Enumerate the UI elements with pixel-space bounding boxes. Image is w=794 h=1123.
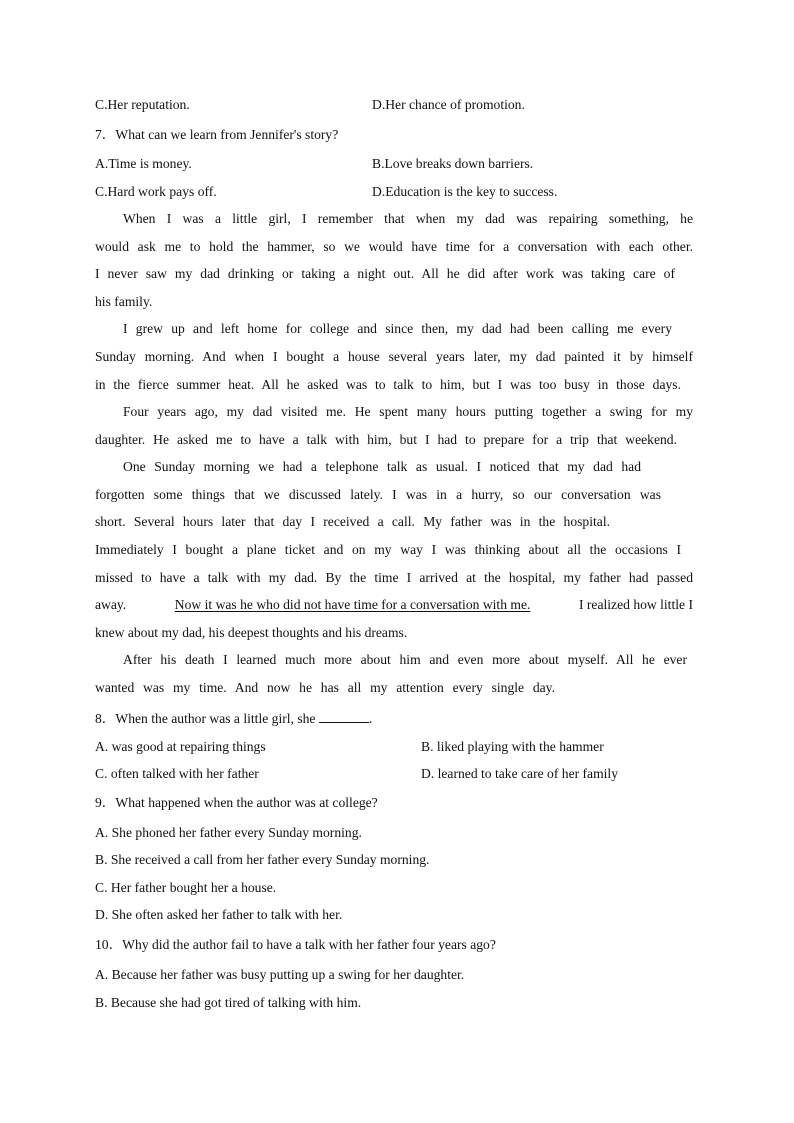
q8-stem-end: .	[368, 711, 373, 726]
q8-stem-line	[95, 710, 372, 726]
passage-p4-line6-end: I realized how little I	[578, 597, 693, 612]
passage-p2-line3: in the fierce summer heat. All he asked was to talk to him, but I was too busy in those days.	[95, 377, 681, 392]
passage-p5-line2: wanted was my time. And now he has all my attention every single day.	[95, 680, 555, 695]
passage-p5-line1: After his death I learned much more about him and even more about myself. All he ever	[123, 652, 687, 667]
passage-p3-line2: daughter. He asked me to have a talk with him, but I had to prepare for a trip that weekend.	[95, 432, 677, 447]
q8-option-d: D. learned to take care of her family	[421, 766, 619, 781]
passage-p1-line4: his family.	[95, 294, 153, 309]
q10-option-a: A. Because her father was busy putting up a swing for her daughter.	[95, 967, 465, 982]
passage-p3-line1: Four years ago, my dad visited me. He spent many hours putting together a swing for my	[123, 404, 693, 419]
q8-answer-blank	[319, 710, 369, 723]
q8-option-b: B. liked playing with the hammer	[421, 739, 604, 754]
passage-p4-line6	[95, 598, 693, 612]
q10-stem: 10．Why did the author fail to have a talk with her father four years ago?	[95, 937, 496, 952]
passage-p1-line1: When I was a little girl, I remember that when my dad was repairing something, he	[123, 211, 693, 226]
q9-stem: 9．What happened when the author was at college?	[95, 795, 378, 810]
q10-option-b: B. Because she had got tired of talking with him.	[95, 995, 362, 1010]
q8-option-c: C. often talked with her father	[95, 766, 259, 781]
passage-underlined-sentence: Now it was he who did not have time for a conversation with me.	[174, 597, 531, 612]
q7-option-d: D.Education is the key to success.	[372, 184, 558, 199]
passage-p4-line3: short. Several hours later that day I received a call. My father was in the hospital.	[95, 514, 610, 529]
q7-option-b: B.Love breaks down barriers.	[372, 156, 534, 171]
q8-stem: 8．When the author was a little girl, she	[95, 711, 316, 726]
q7-option-a: A.Time is money.	[95, 156, 192, 171]
passage-p4-line4: Immediately I bought a plane ticket and on my way I was thinking about all the occasions I	[95, 542, 681, 557]
passage-p1-line2: would ask me to hold the hammer, so we would have time for a conversation with each other.	[95, 239, 693, 254]
passage-p4-line5: missed to have a talk with my dad. By the time I arrived at the hospital, my father had passed	[95, 570, 693, 585]
passage-p2-line2: Sunday morning. And when I bought a house several years later, my dad painted it by himself	[95, 349, 693, 364]
passage-p4-line6-start: away.	[95, 597, 127, 612]
q6-option-c: C.Her reputation.	[95, 97, 190, 112]
passage-p4-line1: One Sunday morning we had a telephone talk as usual. I noticed that my dad had	[123, 459, 641, 474]
q9-option-d: D. She often asked her father to talk with her.	[95, 907, 343, 922]
passage-p2-line1: I grew up and left home for college and since then, my dad had been calling me every	[123, 321, 672, 336]
q7-option-c: C.Hard work pays off.	[95, 184, 217, 199]
passage-p4-line7: knew about my dad, his deepest thoughts and his dreams.	[95, 625, 408, 640]
q6-option-d: D.Her chance of promotion.	[372, 97, 525, 112]
q9-option-c: C. Her father bought her a house.	[95, 880, 277, 895]
q9-option-a: A. She phoned her father every Sunday morning.	[95, 825, 362, 840]
q8-option-a: A. was good at repairing things	[95, 739, 266, 754]
q9-option-b: B. She received a call from her father every Sunday morning.	[95, 852, 430, 867]
q7-stem: 7．What can we learn from Jennifer's story?	[95, 127, 339, 142]
passage-p4-line2: forgotten some things that we discussed lately. I was in a hurry, so our conversation was	[95, 487, 661, 502]
passage-p1-line3: I never saw my dad drinking or taking a night out. All he did after work was taking care of	[95, 266, 675, 281]
